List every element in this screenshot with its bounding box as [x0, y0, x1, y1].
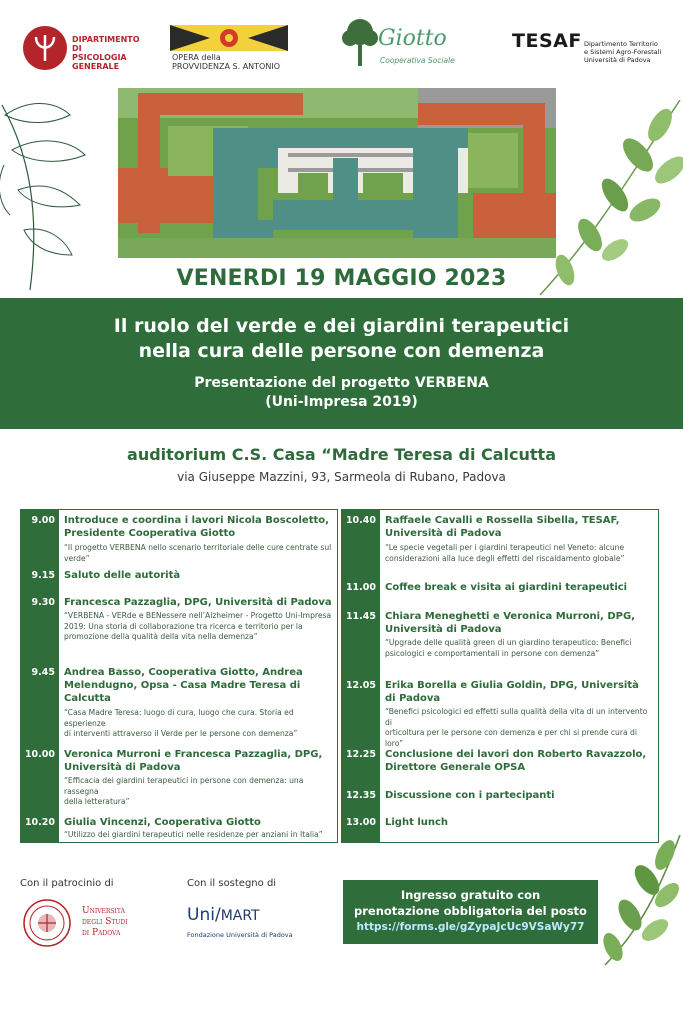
- title-line2: nella cura delle persone con demenza: [138, 340, 545, 362]
- unipd-line2: degli Studi: [82, 917, 128, 927]
- program-desc: 2019: Una storia di collaborazione tra ricerca e territorio per la: [64, 621, 303, 631]
- program-desc: “VERBENA - VERde e BENessere nell’Alzheimer - Progetto Uni-Impresa: [64, 611, 332, 620]
- sostegno-label: Con il sostegno di: [187, 878, 277, 889]
- program-time: 13.00: [345, 817, 376, 828]
- program-right: [341, 509, 659, 843]
- program-time: 9.00: [31, 515, 55, 526]
- psicologia-logo: [22, 25, 142, 71]
- registration-link[interactable]: https://forms.gle/gZypaJcUc9VSaWy77: [356, 921, 585, 933]
- program-desc: psicologici e comportamentali in persone con demenza”: [385, 648, 600, 658]
- program-title: Erika Borella e Giulia Goldin, DPG, Università: [385, 680, 639, 691]
- tesaf-line1: Dipartimento Territorio: [584, 40, 658, 48]
- program-desc: “Casa Madre Teresa: luogo di cura, luogo che cura. Storia ed esperienze: [64, 708, 294, 728]
- address: via Giuseppe Mazzini, 93, Sarmeola di Rubano, Padova: [177, 470, 506, 484]
- event-date: VENERDI 19 MAGGIO 2023: [176, 266, 507, 291]
- program-desc: “Upgrade delle qualità green di un giardino terapeutico: Benefici: [385, 638, 632, 647]
- registration-box: [343, 880, 598, 944]
- unipd-seal-icon: [22, 898, 72, 948]
- opera-emblem-icon: [170, 25, 288, 51]
- unismart-name-b: MART: [220, 908, 260, 924]
- program-title: Francesca Pazzaglia, DPG, Università di Padova: [64, 597, 332, 608]
- program-title: Andrea Basso, Cooperativa Giotto, Andrea: [64, 667, 303, 678]
- program-time: 12.05: [345, 680, 376, 691]
- subtitle-line1: Presentazione del progetto VERBENA: [194, 375, 489, 391]
- cta-line1: Ingresso gratuito con: [400, 888, 541, 902]
- title-banner: [0, 298, 683, 429]
- tesaf-name: TESAF: [512, 30, 582, 52]
- program-title: Università di Padova: [385, 528, 502, 539]
- program-desc: “Efficacia dei giardini terapeutici in persone con demenza: una rassegna: [64, 776, 304, 796]
- program-title: Saluto delle autorità: [64, 570, 181, 581]
- leaf-branch-bottom-icon: [585, 835, 683, 970]
- title-line1: Il ruolo del verde e dei giardini terapeutici: [113, 315, 570, 337]
- program-desc: “Le specie vegetali per i giardini terapeutici nel Veneto: alcune: [385, 543, 625, 552]
- program-left: [20, 509, 338, 843]
- program-desc: “Utilizzo dei giardini terapeutici nelle residenze per anziani in Italia”: [64, 830, 323, 839]
- cta-line2: prenotazione obbligatoria del posto: [354, 904, 587, 918]
- program-time: 9.15: [31, 570, 55, 581]
- psicologia-emblem-icon: [22, 25, 68, 71]
- program-title: Calcutta: [64, 693, 111, 704]
- giotto-sub: Cooperativa Sociale: [380, 56, 455, 65]
- tree-icon: [342, 18, 378, 66]
- psicologia-line2: PSICOLOGIA: [72, 53, 127, 62]
- unismart-logo: [187, 905, 307, 945]
- program-time: 10.20: [24, 817, 55, 828]
- program-title: Direttore Generale OPSA: [385, 762, 526, 773]
- program-title: Introduce e coordina i lavori Nicola Boscoletto,: [64, 515, 329, 526]
- program-desc: promozione della qualità della vita nella demenza”: [64, 632, 258, 641]
- program-title: Conclusione dei lavori don Roberto Ravazzolo,: [385, 749, 647, 760]
- program-time: 10.00: [24, 749, 55, 760]
- program-desc: “Benefici psicologici ed effetti sulla qualità della vita di un intervento di: [385, 707, 648, 727]
- psicologia-line1: DIPARTIMENTO DI: [72, 35, 140, 53]
- slash-icon: /: [214, 905, 221, 925]
- opera-logo: [170, 25, 300, 71]
- opera-line2: PROVVIDENZA S. ANTONIO: [172, 62, 280, 71]
- program-title: Chiara Meneghetti e Veronica Murroni, DPG,: [385, 611, 635, 622]
- unismart-name-a: Uni: [187, 905, 215, 925]
- tesaf-logo: [512, 30, 672, 70]
- program-title: Veronica Murroni e Francesca Pazzaglia, DPG,: [64, 749, 323, 760]
- tesaf-line2: e Sistemi Agro-Forestali: [584, 48, 662, 56]
- giotto-logo: [342, 18, 472, 70]
- program-title: Raffaele Cavalli e Rossella Sibella, TESAF,: [385, 515, 620, 526]
- patrocinio-label: Con il patrocinio di: [20, 878, 114, 889]
- program-title: Light lunch: [385, 817, 449, 828]
- program-title: Università di Padova: [64, 762, 181, 773]
- tesaf-line3: Università di Padova: [584, 56, 651, 64]
- program-title: Melendugno, Opsa - Casa Madre Teresa di: [64, 680, 301, 691]
- program-desc: di interventi attraverso il Verde per le persone con demenza”: [64, 729, 298, 738]
- aerial-photo: [118, 88, 556, 258]
- program-desc: orticoltura per le persone con demenza e per chi si prende cura di loro”: [385, 728, 637, 748]
- program-time: 11.00: [345, 582, 376, 593]
- program-time: 12.25: [345, 749, 376, 760]
- program-title: Università di Padova: [385, 624, 502, 635]
- program-time: 11.45: [345, 611, 376, 622]
- program-title: di Padova: [385, 693, 441, 704]
- unipd-line1: Università: [82, 906, 125, 916]
- unipd-line3: di Padova: [82, 928, 121, 938]
- program-title: Coffee break e visita ai giardini terapeutici: [385, 582, 628, 593]
- program-title: Discussione con i partecipanti: [385, 790, 555, 801]
- program-time: 12.35: [345, 790, 376, 801]
- psicologia-line3: GENERALE: [72, 62, 120, 71]
- giotto-name: Giotto: [378, 26, 447, 51]
- program-time: 9.30: [31, 597, 55, 608]
- program-desc: della letteratura”: [64, 797, 130, 806]
- program-desc: considerazioni alla luce degli effetti del riscaldamento globale”: [385, 553, 625, 563]
- unipd-logo: [22, 898, 162, 950]
- unismart-sub: Fondazione Università di Padova: [187, 931, 293, 939]
- leaf-branch-left-icon: [0, 95, 90, 295]
- venue: auditorium C.S. Casa “Madre Teresa di Calcutta: [127, 445, 556, 464]
- subtitle-line2: (Uni-Impresa 2019): [265, 394, 418, 410]
- program-desc: “Il progetto VERBENA nello scenario territoriale delle cure centrate sul verde”: [64, 543, 332, 563]
- program-title: Presidente Cooperativa Giotto: [64, 528, 236, 539]
- program-title: Giulia Vincenzi, Cooperativa Giotto: [64, 817, 261, 828]
- program-time: 10.40: [345, 515, 376, 526]
- opera-line1: OPERA della: [172, 53, 221, 62]
- program-time: 9.45: [31, 667, 55, 678]
